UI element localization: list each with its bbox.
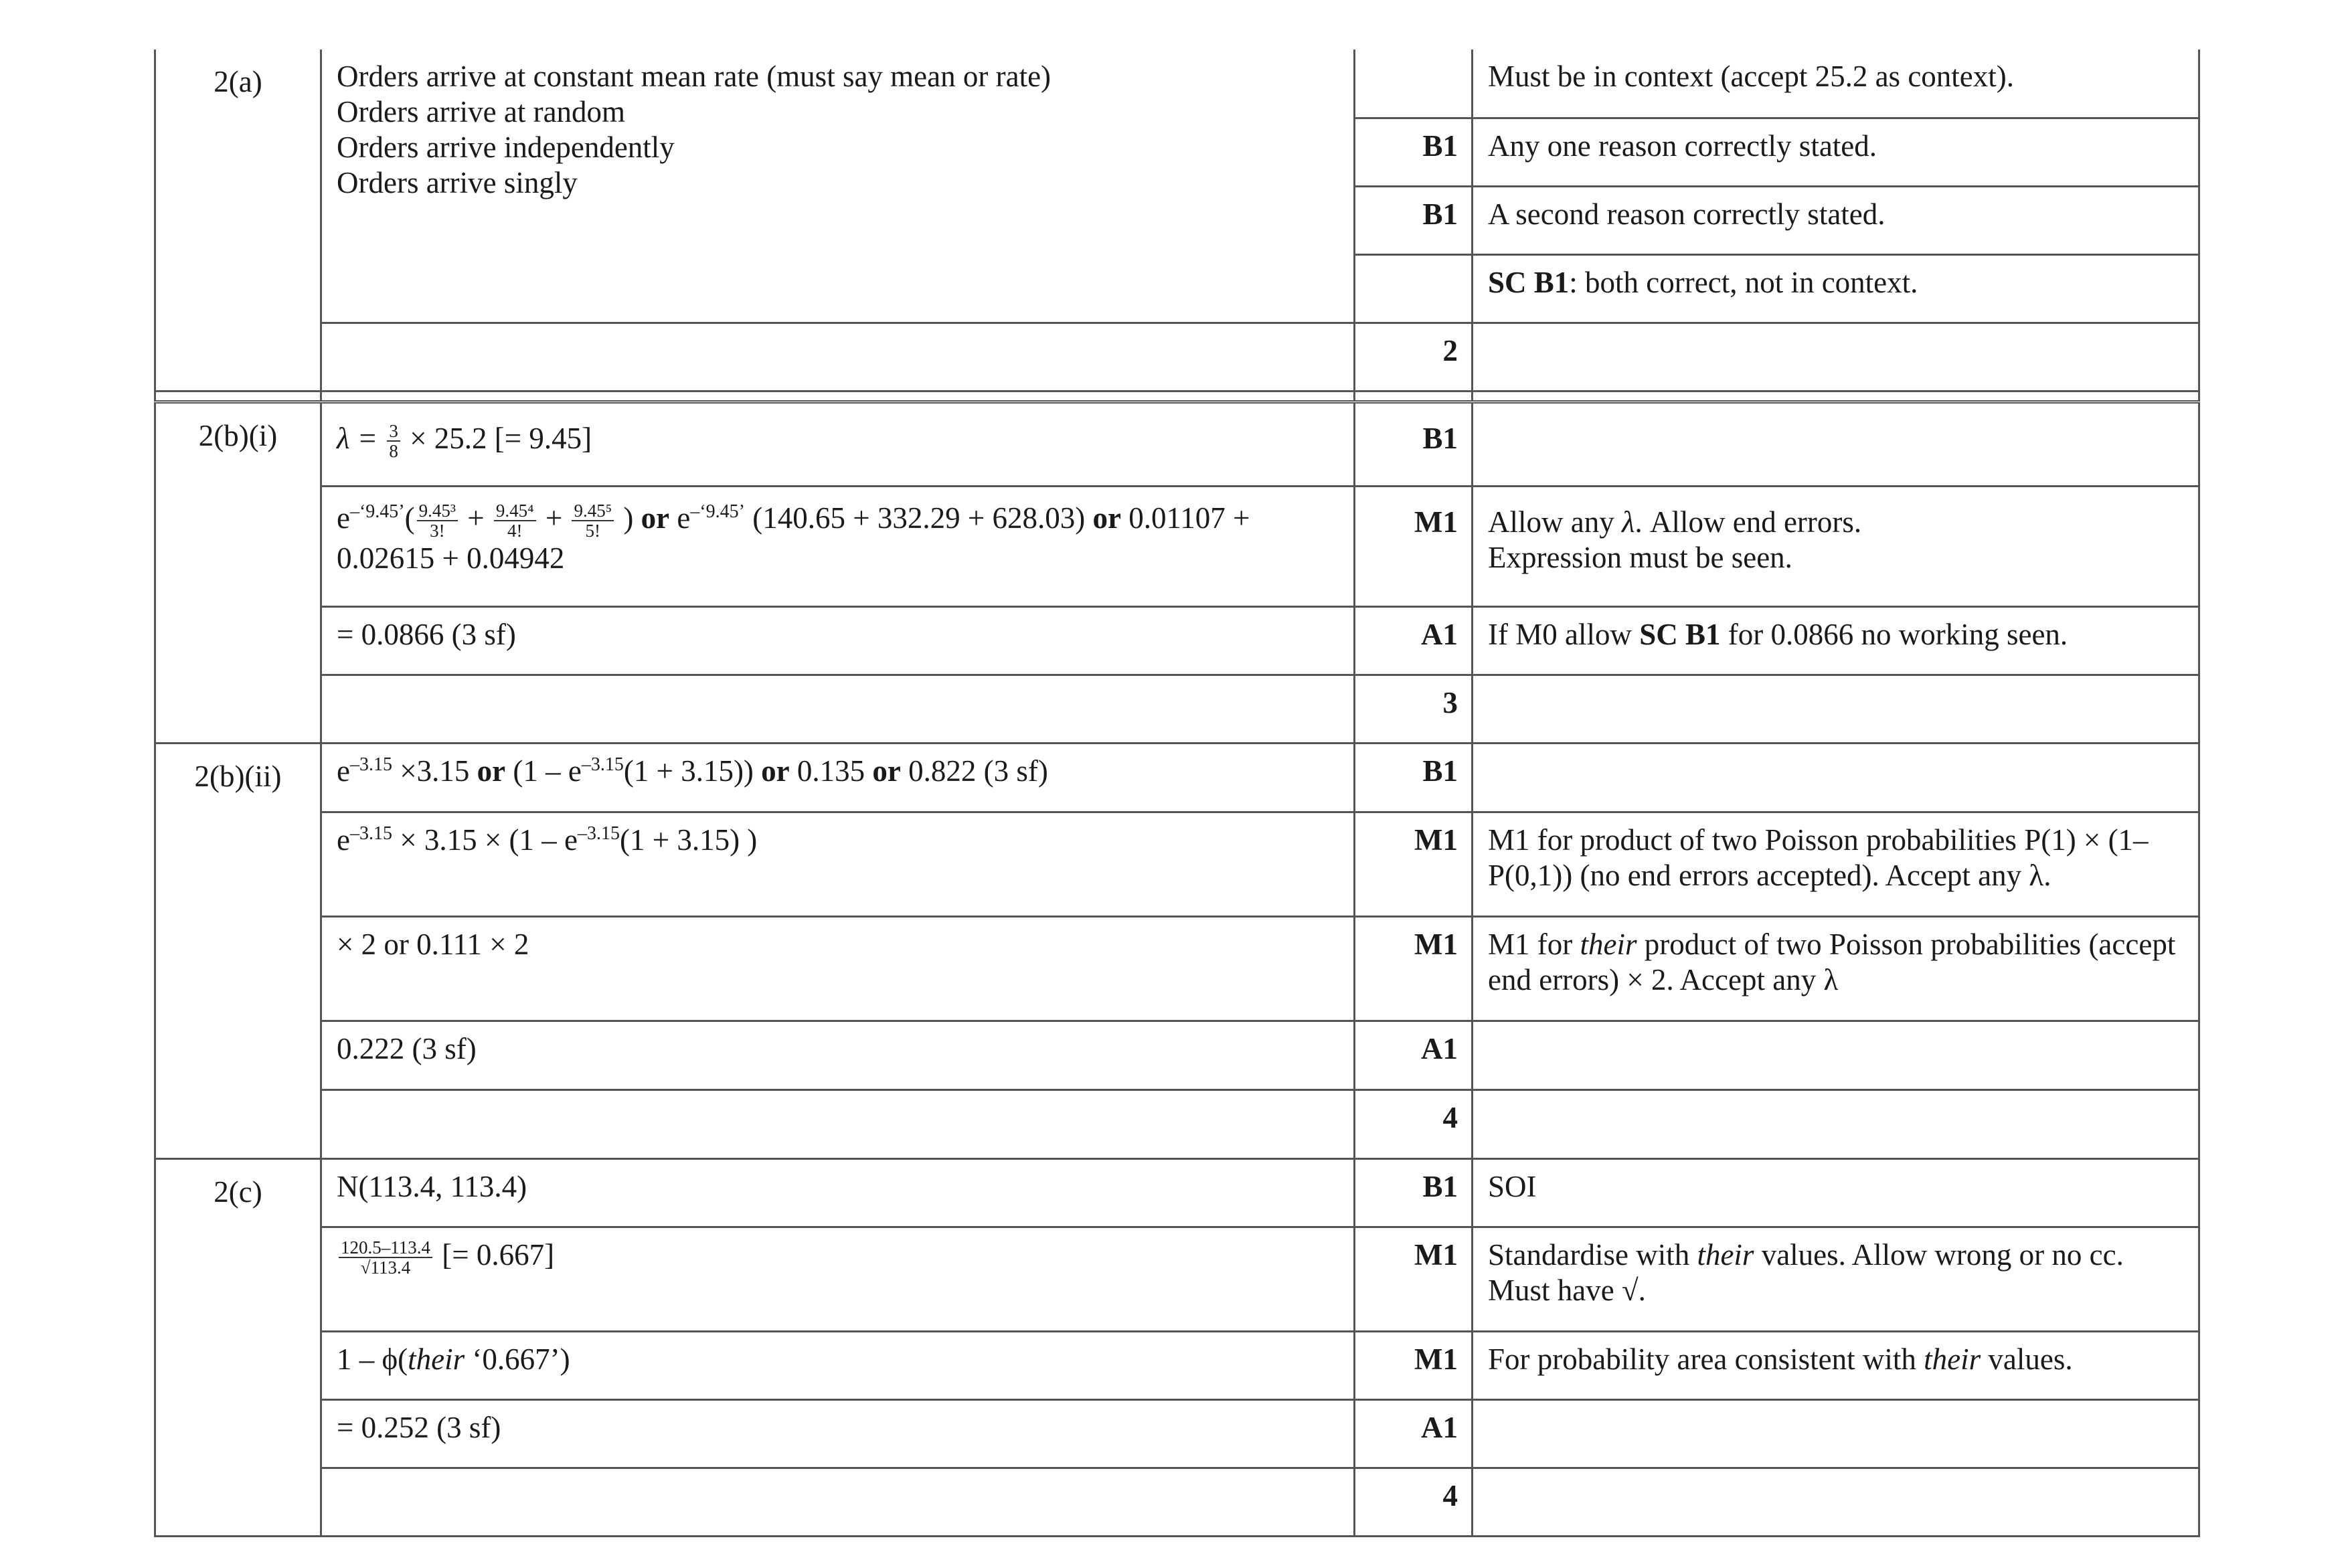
- mark-cell: [1355, 254, 1473, 323]
- answer-cell: $e^{-3.15} \times 3.15$ or $(1 - e^{-3.15}(1 + 3.15))$ or 0.135 or 0.822 (3 sf): [321, 743, 1355, 812]
- answer-cell: = 0.252 (3 sf): [321, 1399, 1355, 1468]
- separator: [155, 391, 321, 402]
- question-label-2a: 2(a): [155, 50, 321, 391]
- mark-cell: B1: [1355, 118, 1473, 186]
- guidance-cell: [1473, 1468, 2199, 1536]
- guidance-cell: [1473, 402, 2199, 486]
- total-mark: 4: [1355, 1468, 1473, 1536]
- answer-cell: × 2 or 0.111 × 2: [321, 916, 1355, 1021]
- question-label-2c: 2(c): [155, 1158, 321, 1536]
- guidance-cell: [1473, 1090, 2199, 1158]
- guidance-cell: [1473, 1021, 2199, 1090]
- guidance-cell: Any one reason correctly stated.: [1473, 118, 2199, 186]
- mark-cell: M1: [1355, 916, 1473, 1021]
- guidance-cell: A second reason correctly stated.: [1473, 186, 2199, 254]
- total-mark: 2: [1355, 323, 1473, 391]
- separator: [1355, 391, 1473, 402]
- mark-cell: A1: [1355, 1399, 1473, 1468]
- total-mark: 4: [1355, 1090, 1473, 1158]
- guidance-cell: Standardise with their values. Allow wrong or no cc. Must have √.: [1473, 1227, 2199, 1331]
- mark-cell: B1: [1355, 186, 1473, 254]
- mark-cell: A1: [1355, 606, 1473, 675]
- guidance-cell: Must be in context (accept 25.2 as context).: [1473, 50, 2199, 118]
- total-mark: 3: [1355, 675, 1473, 743]
- guidance-cell: [1473, 323, 2199, 391]
- question-label-2bi: 2(b)(i): [155, 402, 321, 743]
- reason-1: Orders arrive at constant mean rate (must say mean or rate): [337, 60, 1052, 93]
- answer-2a-reasons: [321, 50, 1355, 323]
- reason-4: Orders arrive singly: [337, 166, 578, 200]
- separator: [321, 391, 1355, 402]
- answer-lambda: λ = $\frac{3}{8}$ × 25.2 [= 9.45]: [321, 402, 1355, 486]
- guidance-cell: M1 for product of two Poisson probabilities P(1) × (1–P(0,1)) (no end errors accepted). Accept any λ.: [1473, 812, 2199, 916]
- guidance-cell: [1473, 1399, 2199, 1468]
- answer-cell: 1 – ϕ(their ‘0.667’): [321, 1331, 1355, 1399]
- mark-cell: M1: [1355, 486, 1473, 606]
- guidance-cell: Allow any λ. Allow end errors. Expression must be seen.: [1473, 486, 2199, 606]
- guidance-cell: SOI: [1473, 1158, 2199, 1227]
- fraction: $\frac{\text{9.45³}}{3!}$: [417, 501, 458, 541]
- answer-cell: [321, 1468, 1355, 1536]
- answer-cell: [321, 675, 1355, 743]
- mark-cell: B1: [1355, 402, 1473, 486]
- answer-cell: $e^{-3.15} \times 3.15 \times (1 - e^{-3.15}(1 + 3.15)$ ): [321, 812, 1355, 916]
- mark-scheme-table: [154, 50, 2200, 1537]
- guidance-cell: SC B1: both correct, not in context.: [1473, 254, 2199, 323]
- answer-cell: [321, 1090, 1355, 1158]
- mark-cell: M1: [1355, 812, 1473, 916]
- mark-cell: M1: [1355, 1227, 1473, 1331]
- guidance-cell: For probability area consistent with their values.: [1473, 1331, 2199, 1399]
- guidance-cell: If M0 allow SC B1 for 0.0866 no working seen.: [1473, 606, 2199, 675]
- guidance-cell: [1473, 675, 2199, 743]
- reason-3: Orders arrive independently: [337, 130, 675, 165]
- answer-cell: = 0.0866 (3 sf): [321, 606, 1355, 675]
- separator: [1473, 391, 2199, 402]
- mark-cell: M1: [1355, 1331, 1473, 1399]
- guidance-cell: [1473, 743, 2199, 812]
- mark-cell: [1355, 50, 1473, 118]
- answer-poisson-expression: $e^{-‘9.45’}$( $\frac{\text{9.45³}}{3!}$ + $\frac{\text{9.45⁴}}{4!}$ + $\frac{\text{9.45⁵}}{5!}$ ) or $e^{-‘9.45’}$ (140.65 + 332.29 + 628.03) or 0.01107 + 0.02615 + 0.04942: [321, 486, 1355, 606]
- fraction: $\frac{3}{8}$: [387, 422, 400, 461]
- answer-cell: [321, 323, 1355, 391]
- answer-standardise: $\frac{120.5-113.4}{√113.4}$ [= 0.667]: [321, 1227, 1355, 1331]
- answer-cell: N(113.4, 113.4): [321, 1158, 1355, 1227]
- fraction: $\frac{\text{9.45⁵}}{5!}$: [572, 501, 614, 541]
- fraction: $\frac{\text{9.45⁴}}{4!}$: [494, 501, 536, 541]
- mark-cell: B1: [1355, 1158, 1473, 1227]
- fraction: $\frac{120.5-113.4}{√113.4}$: [339, 1238, 432, 1278]
- guidance-cell: M1 for their product of two Poisson probabilities (accept end errors) × 2. Accept any λ: [1473, 916, 2199, 1021]
- mark-cell: A1: [1355, 1021, 1473, 1090]
- question-label-2bii: 2(b)(ii): [155, 743, 321, 1158]
- mark-cell: B1: [1355, 743, 1473, 812]
- answer-cell: 0.222 (3 sf): [321, 1021, 1355, 1090]
- reason-2: Orders arrive at random: [337, 95, 626, 129]
